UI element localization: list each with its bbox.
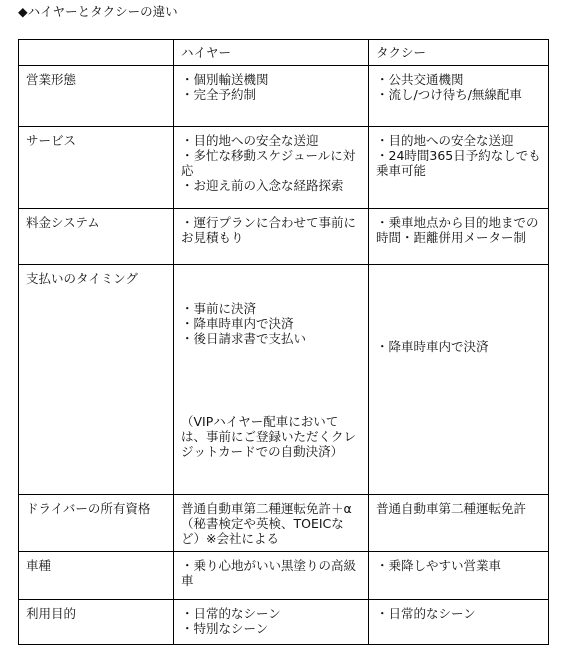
- taxi-cell: 普通自動車第二種運転免許: [369, 495, 549, 552]
- taxi-payment-text: ・降車時車内で決済: [376, 339, 489, 354]
- taxi-cell: ・乗降しやすい営業車: [369, 552, 549, 600]
- header-cell-taxi: タクシー: [369, 40, 549, 66]
- row-label: 営業形態: [19, 66, 174, 127]
- taxi-cell: ・目的地への安全な送迎 ・24時間365日予約なしでも乗車可能: [369, 127, 549, 209]
- comparison-table: [18, 39, 549, 645]
- row-label: 料金システム: [19, 209, 174, 265]
- taxi-cell: ・日常的なシーン: [369, 600, 549, 645]
- taxi-cell: ・公共交通機関 ・流し/つけ待ち/無線配車: [369, 66, 549, 127]
- header-cell-hire: ハイヤー: [174, 40, 369, 66]
- page-title: ◆ハイヤーとタクシーの違い: [18, 4, 178, 19]
- table-row: [19, 209, 549, 265]
- table-header-row: [19, 40, 549, 66]
- table-row: [19, 127, 549, 209]
- hire-cell: [174, 265, 369, 495]
- table-row: [19, 495, 549, 552]
- table-row: [19, 265, 549, 495]
- hire-cell: ・個別輸送機関 ・完全予約制: [174, 66, 369, 127]
- hire-cell: ・運行プランに合わせて事前にお見積もり: [174, 209, 369, 265]
- header-cell-empty: [19, 40, 174, 66]
- taxi-cell: [369, 265, 549, 495]
- hire-cell: ・乗り心地がいい黒塗りの高級車: [174, 552, 369, 600]
- hire-cell: ・日常的なシーン ・特別なシーン: [174, 600, 369, 645]
- taxi-cell: ・乗車地点から目的地までの時間・距離併用メーター制: [369, 209, 549, 265]
- table-row: [19, 600, 549, 645]
- row-label: 車種: [19, 552, 174, 600]
- table-row: [19, 66, 549, 127]
- hire-payment-list: ・事前に決済 ・降車時車内で決済 ・後日請求書で支払い: [181, 301, 307, 346]
- row-label: 支払いのタイミング: [19, 265, 174, 495]
- row-label: 利用目的: [19, 600, 174, 645]
- table-row: [19, 552, 549, 600]
- row-label: ドライバーの所有資格: [19, 495, 174, 552]
- hire-cell: ・目的地への安全な送迎 ・多忙な移動スケジュールに対応 ・お迎え前の入念な経路探索: [174, 127, 369, 209]
- row-label: サービス: [19, 127, 174, 209]
- hire-payment-note: （VIPハイヤー配車においては、事前にご登録いただくクレジットカードでの自動決済）: [181, 414, 357, 459]
- hire-cell: 普通自動車第二種運転免許＋α（秘書検定や英検、TOEICなど）※会社による: [174, 495, 369, 552]
